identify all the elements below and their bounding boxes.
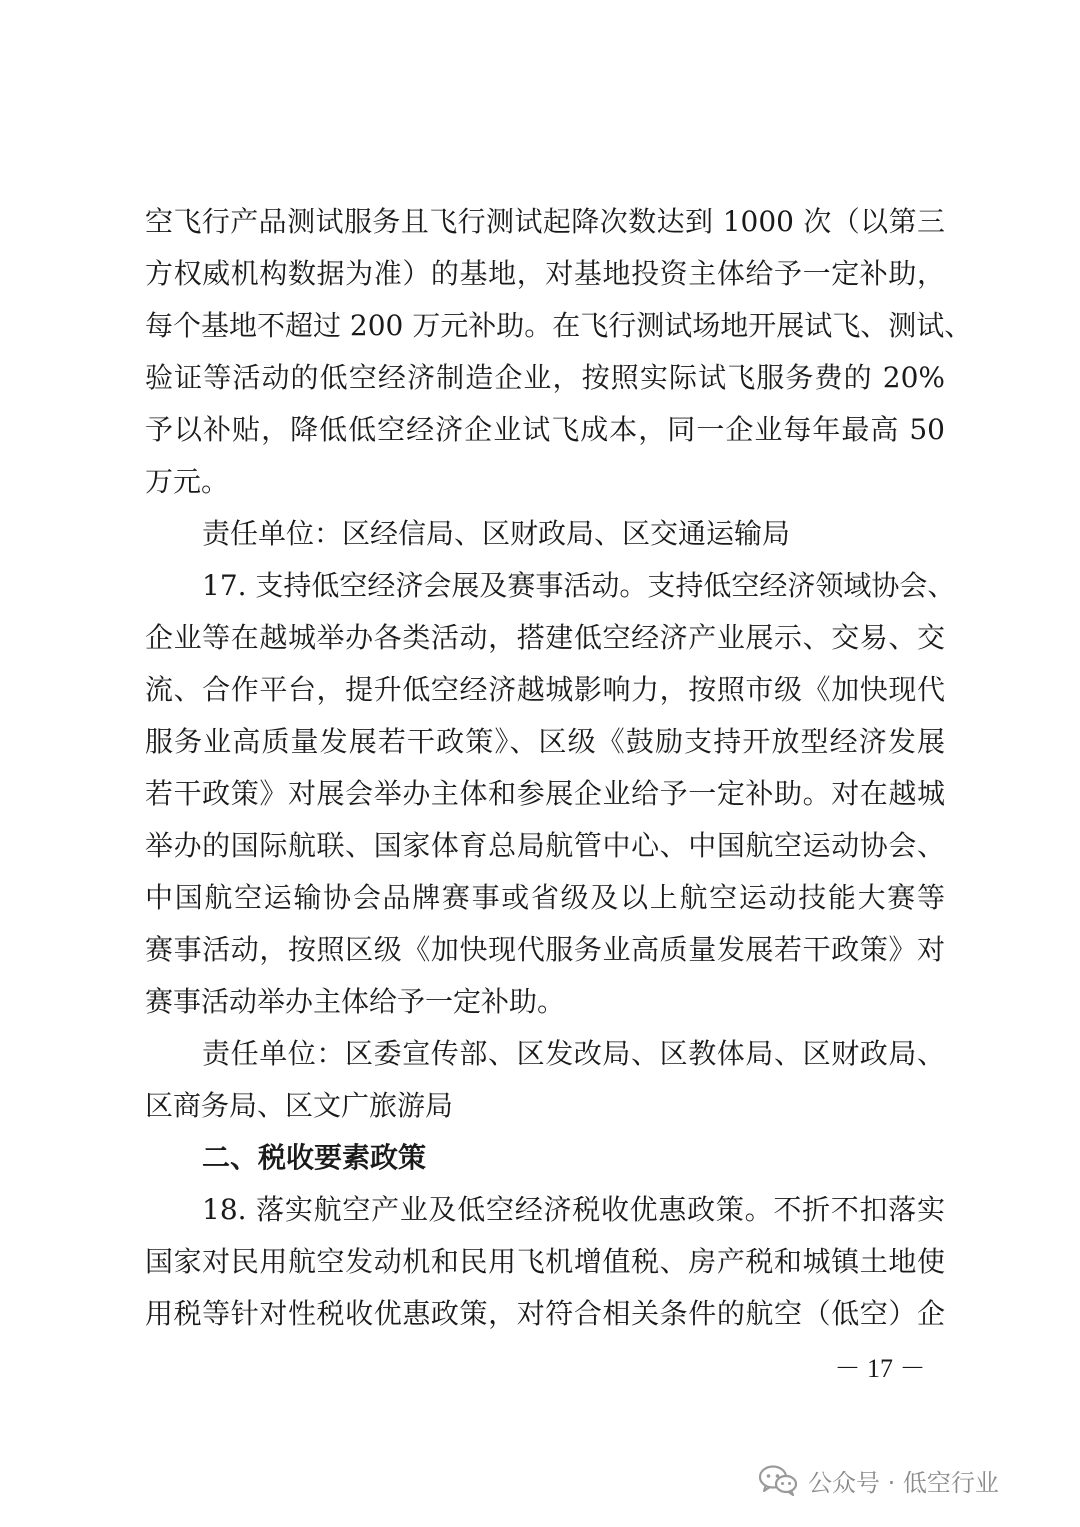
text-line: 空飞行产品测试服务且飞行测试起降次数达到 1000 次（以第三 [145,205,945,238]
text-line: 予以补贴，降低低空经济企业试飞成本，同一企业每年最高 50 [145,413,945,446]
text-line: 万元。 [145,465,230,498]
text-line: 国家对民用航空发动机和民用飞机增值税、房产税和城镇土地使 [145,1245,945,1278]
responsible-units-line: 责任单位：区经信局、区财政局、区交通运输局 [202,517,791,550]
watermark [758,1460,999,1500]
page-number: － 17 － [834,1354,926,1383]
item-17-title-line: 17. 支持低空经济会展及赛事活动。支持低空经济领域协会、 [202,569,956,602]
text-line: 若干政策》对展会举办主体和参展企业给予一定补助。对在越城 [145,777,945,810]
text-line: 中国航空运输协会品牌赛事或省级及以上航空运动技能大赛等 [145,881,945,914]
item-18-title-line: 18. 落实航空产业及低空经济税收优惠政策。不折不扣落实 [202,1193,945,1226]
text-line: 方权威机构数据为准）的基地，对基地投资主体给予一定补助， [145,257,945,290]
wechat-icon [758,1464,798,1496]
section-heading: 二、税收要素政策 [202,1141,427,1174]
text-line: 举办的国际航联、国家体育总局航管中心、中国航空运动协会、 [145,829,945,862]
text-line: 流、合作平台，提升低空经济越城影响力，按照市级《加快现代 [145,673,945,706]
text-line: 服务业高质量发展若干政策》、区级《鼓励支持开放型经济发展 [145,725,945,758]
text-line: 企业等在越城举办各类活动，搭建低空经济产业展示、交易、交 [145,621,945,654]
text-line: 用税等针对性税收优惠政策，对符合相关条件的航空（低空）企 [145,1297,945,1330]
text-line: 验证等活动的低空经济制造企业，按照实际试飞服务费的 20% [145,361,945,394]
text-line: 区商务局、区文广旅游局 [145,1089,454,1122]
text-line: 每个基地不超过 200 万元补助。在飞行测试场地开展试飞、测试、 [145,309,973,342]
text-line: 赛事活动，按照区级《加快现代服务业高质量发展若干政策》对 [145,933,945,966]
watermark-text: 公众号 · 低空行业 [808,1468,999,1497]
responsible-units-line: 责任单位：区委宣传部、区发改局、区教体局、区财政局、 [202,1037,945,1070]
text-line: 赛事活动举办主体给予一定补助。 [145,985,566,1018]
